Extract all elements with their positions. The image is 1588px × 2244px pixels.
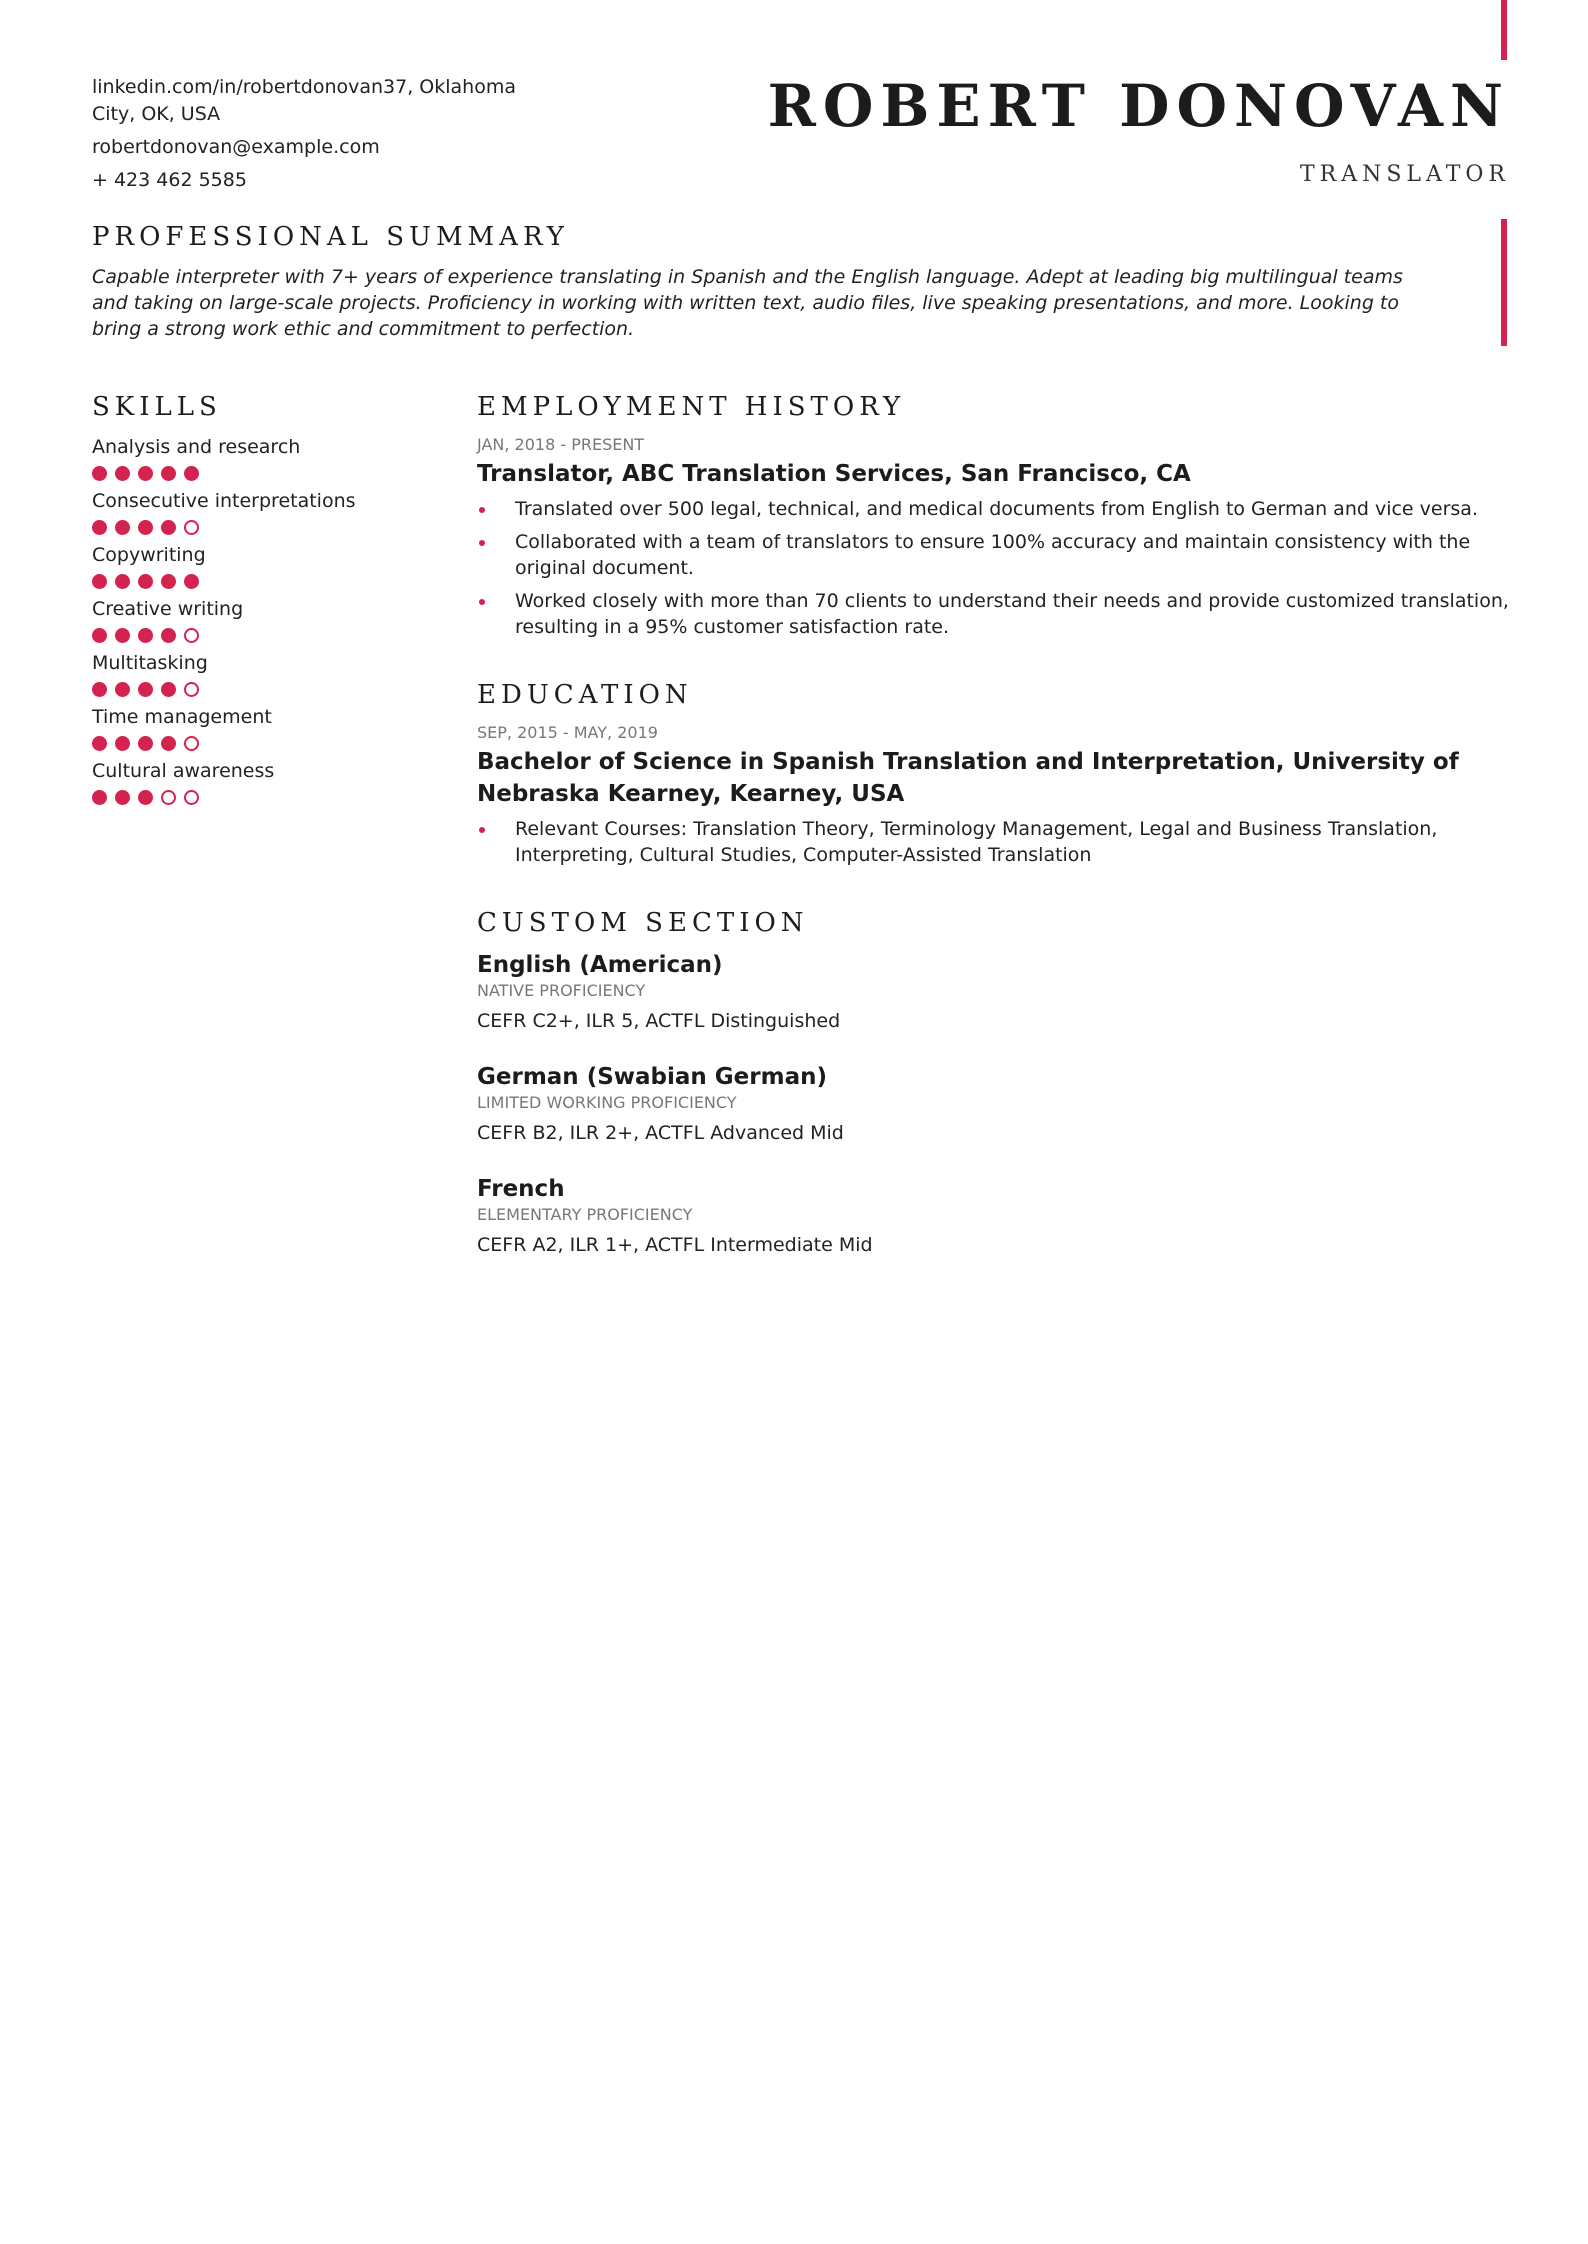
rating-dot-filled xyxy=(161,628,176,643)
rating-dot-filled xyxy=(115,736,130,751)
language-item xyxy=(477,1062,1517,1146)
skills-heading: SKILLS xyxy=(92,392,222,422)
language-name: English (American) xyxy=(477,952,723,978)
custom-heading: CUSTOM SECTION xyxy=(477,908,809,938)
skill-rating xyxy=(92,682,432,697)
employment-section xyxy=(477,390,1517,640)
skill-name: Time management xyxy=(92,706,272,728)
skill-item xyxy=(92,650,432,697)
language-list xyxy=(477,950,1517,1258)
skill-name: Consecutive interpretations xyxy=(92,490,356,512)
entry-date: JAN, 2018 - PRESENT xyxy=(477,435,645,454)
candidate-name: ROBERT DONOVAN xyxy=(767,72,1510,140)
skill-rating xyxy=(92,790,432,805)
skill-item xyxy=(92,434,432,481)
rating-dot-filled xyxy=(115,520,130,535)
rating-dot-filled xyxy=(92,520,107,535)
rating-dot-filled xyxy=(115,682,130,697)
entry-bullets xyxy=(477,496,1517,640)
skill-name: Analysis and research xyxy=(92,436,301,458)
bullet-item: Relevant Courses: Translation Theory, Terminology Management, Legal and Business Translation, Interpreting, Cultural Studies, Computer-Assisted Translation xyxy=(477,816,1517,868)
rating-dot-empty xyxy=(184,520,199,535)
skill-item xyxy=(92,488,432,535)
education-list xyxy=(477,722,1517,868)
summary-text: Capable interpreter with 7+ years of experience translating in Spanish and the English language. Adept at leading big multilingual teams and taking on large-scale projects. Proficiency in working with written text, audio files, live speaking presentations, and more. Looking to bring a strong work ethic and commitment to perfection. xyxy=(92,266,1403,340)
rating-dot-filled xyxy=(138,628,153,643)
education-entry xyxy=(477,722,1517,868)
skill-item xyxy=(92,704,432,751)
rating-dot-filled xyxy=(161,520,176,535)
rating-dot-filled xyxy=(92,790,107,805)
language-detail: CEFR C2+, ILR 5, ACTFL Distinguished xyxy=(477,1010,841,1032)
skill-rating xyxy=(92,520,432,535)
rating-dot-empty xyxy=(184,790,199,805)
skill-item xyxy=(92,596,432,643)
skill-rating xyxy=(92,574,432,589)
rating-dot-filled xyxy=(92,736,107,751)
bullet-item: Translated over 500 legal, technical, and medical documents from English to German and vice versa. xyxy=(477,496,1517,522)
skill-rating xyxy=(92,466,432,481)
language-item xyxy=(477,950,1517,1034)
rating-dot-filled xyxy=(138,682,153,697)
rating-dot-empty xyxy=(184,682,199,697)
rating-dot-filled xyxy=(161,466,176,481)
language-name: German (Swabian German) xyxy=(477,1064,827,1090)
employment-heading: EMPLOYMENT HISTORY xyxy=(477,392,906,422)
accent-bar-summary xyxy=(1501,219,1507,346)
summary-heading: PROFESSIONAL SUMMARY xyxy=(92,222,569,252)
rating-dot-empty xyxy=(184,736,199,751)
entry-bullets xyxy=(477,816,1517,868)
language-proficiency: NATIVE PROFICIENCY xyxy=(477,981,646,1000)
education-section xyxy=(477,678,1517,868)
skills-list xyxy=(92,434,432,805)
professional-summary xyxy=(92,220,1432,342)
rating-dot-filled xyxy=(161,736,176,751)
skill-name: Creative writing xyxy=(92,598,244,620)
main-column xyxy=(477,390,1517,1296)
rating-dot-filled xyxy=(138,574,153,589)
rating-dot-filled xyxy=(115,628,130,643)
accent-bar-top xyxy=(1501,0,1507,60)
rating-dot-filled xyxy=(161,574,176,589)
language-detail: CEFR B2, ILR 2+, ACTFL Advanced Mid xyxy=(477,1122,844,1144)
language-proficiency: ELEMENTARY PROFICIENCY xyxy=(477,1205,693,1224)
employment-list xyxy=(477,434,1517,640)
language-name: French xyxy=(477,1176,565,1202)
contact-linkedin[interactable]: linkedin.com/in/robertdonovan37, Oklahoma City, OK, USA xyxy=(92,76,517,125)
bullet-item: Collaborated with a team of translators to ensure 100% accuracy and maintain consistency with the original document. xyxy=(477,529,1517,581)
rating-dot-filled xyxy=(115,790,130,805)
skill-name: Multitasking xyxy=(92,652,208,674)
entry-title: Translator, ABC Translation Services, San Francisco, CA xyxy=(477,461,1191,487)
job-title: TRANSLATOR xyxy=(1299,162,1510,187)
skill-name: Cultural awareness xyxy=(92,760,275,782)
contact-email[interactable]: robertdonovan@example.com xyxy=(92,136,380,158)
rating-dot-filled xyxy=(92,574,107,589)
entry-title: Bachelor of Science in Spanish Translation and Interpretation, University of Nebraska Kearney, Kearney, USA xyxy=(477,749,1459,807)
skill-rating xyxy=(92,628,432,643)
skill-item xyxy=(92,758,432,805)
rating-dot-empty xyxy=(161,790,176,805)
rating-dot-filled xyxy=(138,790,153,805)
rating-dot-filled xyxy=(138,466,153,481)
rating-dot-filled xyxy=(184,466,199,481)
entry-date: SEP, 2015 - MAY, 2019 xyxy=(477,723,658,742)
rating-dot-filled xyxy=(92,628,107,643)
language-proficiency: LIMITED WORKING PROFICIENCY xyxy=(477,1093,737,1112)
bullet-item: Worked closely with more than 70 clients to understand their needs and provide customized translation, resulting in a 95% customer satisfaction rate. xyxy=(477,588,1517,640)
contact-phone: + 423 462 5585 xyxy=(92,169,247,191)
rating-dot-filled xyxy=(138,520,153,535)
custom-section xyxy=(477,906,1517,1258)
employment-entry xyxy=(477,434,1517,640)
education-heading: EDUCATION xyxy=(477,680,693,710)
skill-rating xyxy=(92,736,432,751)
rating-dot-filled xyxy=(92,466,107,481)
rating-dot-filled xyxy=(138,736,153,751)
rating-dot-filled xyxy=(92,682,107,697)
language-detail: CEFR A2, ILR 1+, ACTFL Intermediate Mid xyxy=(477,1234,873,1256)
rating-dot-filled xyxy=(161,682,176,697)
skill-name: Copywriting xyxy=(92,544,206,566)
rating-dot-empty xyxy=(184,628,199,643)
language-item xyxy=(477,1174,1517,1258)
rating-dot-filled xyxy=(115,574,130,589)
contact-info xyxy=(92,74,532,200)
skill-item xyxy=(92,542,432,589)
rating-dot-filled xyxy=(115,466,130,481)
rating-dot-filled xyxy=(184,574,199,589)
skills-column xyxy=(92,390,432,812)
